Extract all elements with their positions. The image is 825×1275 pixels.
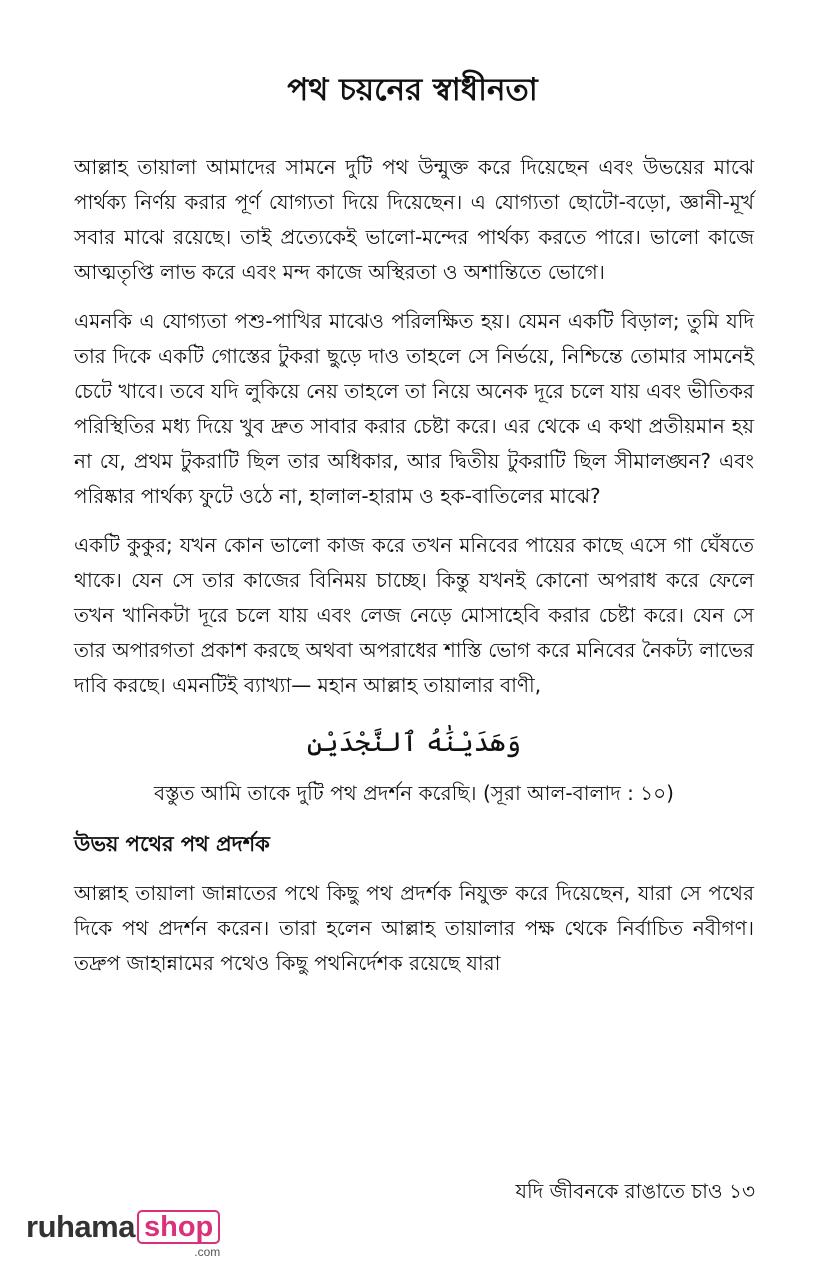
verse-translation: বস্তুত আমি তাকে দুটি পথ প্রদর্শন করেছি। (সূরা আল-বালাদ : ১০) bbox=[154, 781, 674, 805]
running-title: যদি জীবনকে রাঙাতে চাও bbox=[515, 1179, 723, 1203]
section-heading: উভয় পথের পথ প্রদর্শক bbox=[74, 832, 270, 856]
paragraph-1: আল্লাহ তায়ালা আমাদের সামনে দুটি পথ উন্মুক্ত করে দিয়েছেন এবং উভয়ের মাঝে পার্থক্য নির্ণয় করার পূর্ণ যোগ্যতা দিয়ে দিয়েছেন। এ যোগ্যতা ছোটো-বড়ো, জ্ঞানী-মূর্খ সবার মাঝে রয়েছে। তাই প্রত্যেকেই ভালো-মন্দের পার্থক্য করতে পারে। ভালো কাজে আত্মতৃপ্তি লাভ করে এবং মন্দ কাজে অস্থিরতা ও অশান্তিতে ভোগে। bbox=[74, 155, 754, 284]
page-number: ১৩ bbox=[729, 1179, 755, 1203]
page-title: পথ চয়নের স্বাধীনতা bbox=[287, 72, 538, 108]
logo-shop-wrap bbox=[137, 1210, 220, 1259]
paragraph-3: একটি কুকুর; যখন কোন ভালো কাজ করে তখন মনিবের পায়ের কাছে এসে গা ঘেঁষতে থাকে। যেন সে তার কাজের বিনিময় চাচ্ছে। কিন্তু যখনই কোনো অপরাধ করে ফেলে তখন খানিকটা দূরে চলে যায় এবং লেজ নেড়ে মোসাহেবি করার চেষ্টা করে। যেন সে তার অপারগতা প্রকাশ করছে অথবা অপরাধের শাস্তি ভোগ করে মনিবের নৈকট্য লাভের দাবি করছে। এমনটিই ব্যাখ্যা— মহান আল্লাহ তায়ালার বাণী, bbox=[74, 533, 754, 697]
paragraph-2: এমনকি এ যোগ্যতা পশু-পাখির মাঝেও পরিলক্ষিত হয়। যেমন একটি বিড়াল; তুমি যদি তার দিকে একটি গোস্তের টুকরা ছুড়ে দাও তাহলে সে নির্ভয়ে, নিশ্চিন্তে তোমার সামনেই চেটে খাবে। তবে যদি লুকিয়ে নেয় তাহলে তা নিয়ে অনেক দূরে চলে যায় এবং ভীতিকর পরিস্থিতির মধ্য দিয়ে খুব দ্রুত সাবার করার চেষ্টা করে। এর থেকে এ কথা প্রতীয়মান হয় না যে, প্রথম টুকরাটি ছিল তার অধিকার, আর দ্বিতীয় টুকরাটি ছিল সীমালঙ্ঘন? এবং পরিষ্কার পার্থক্য ফুটে ওঠে না, হালাল-হারাম ও হক-বাতিলের মাঝে? bbox=[74, 309, 754, 508]
main-content bbox=[74, 150, 754, 995]
arabic-verse: وَهَدَيْنَٰهُ ٱلنَّجْدَيْنِ bbox=[306, 727, 522, 758]
logo-domain: .com bbox=[194, 1245, 221, 1259]
logo-brand: ruhama bbox=[26, 1209, 135, 1244]
page-footer bbox=[515, 1176, 755, 1206]
ruhamashop-logo bbox=[26, 1210, 220, 1259]
logo-shop-box: shop bbox=[137, 1210, 220, 1244]
section-paragraph: আল্লাহ তায়ালা জান্নাতের পথে কিছু পথ প্রদর্শক নিযুক্ত করে দিয়েছেন, যারা সে পথের দিকে পথ প্রদর্শন করেন। তারা হলেন আল্লাহ তায়ালার পক্ষ থেকে নির্বাচিত নবীগণ। তদ্রুপ জাহান্নামের পথেও কিছু পথনির্দেশক রয়েছে যারা bbox=[74, 881, 754, 975]
